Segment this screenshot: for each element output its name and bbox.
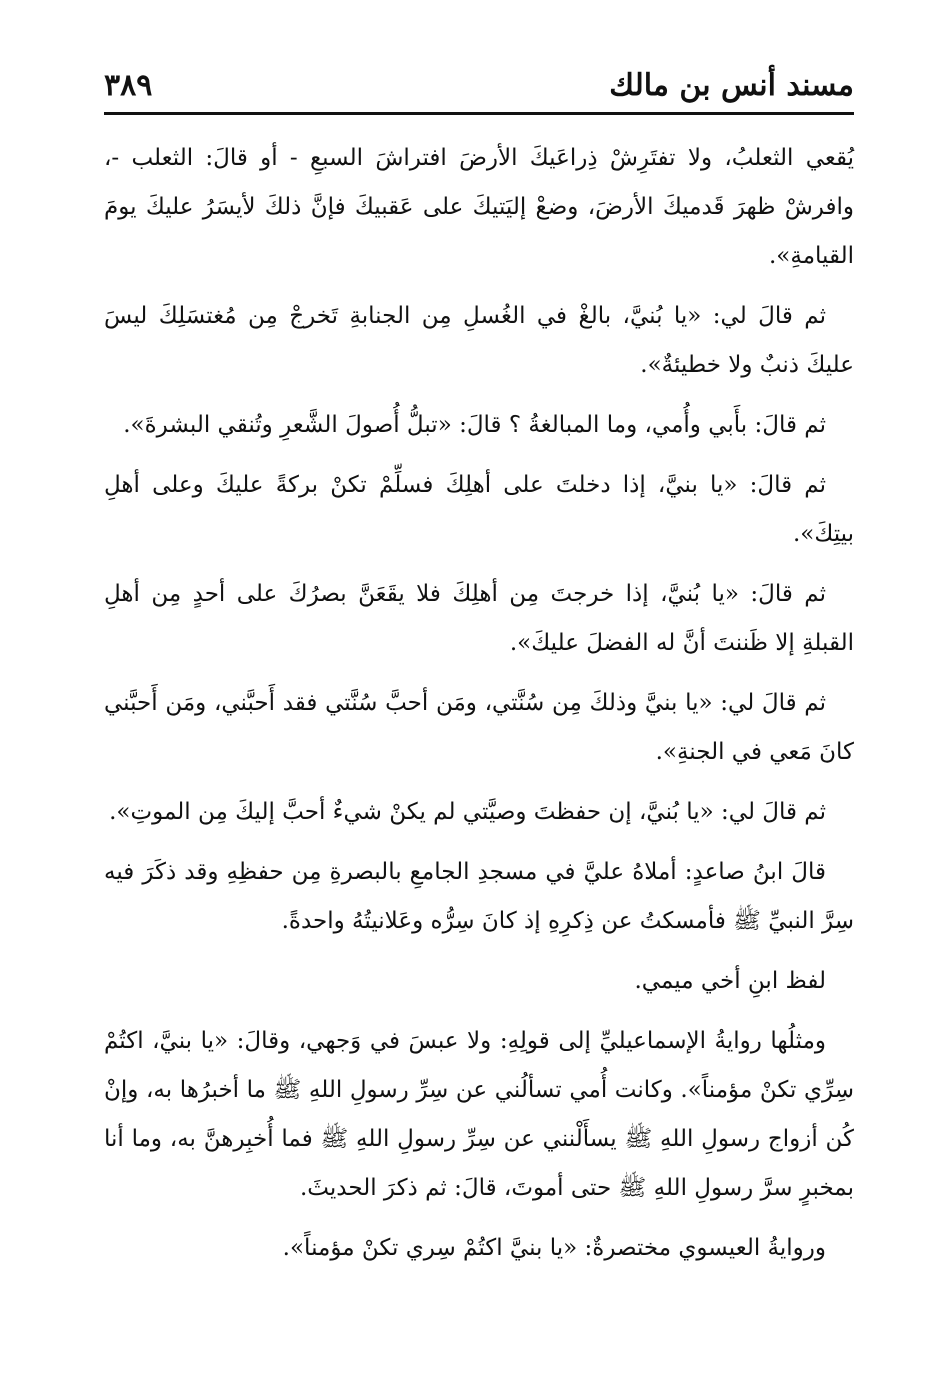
- paragraph-1: يُقعي الثعلبُ، ولا تفتَرِشْ ذِراعَيكَ الأرضَ افتراشَ السبعِ - أو قالَ: الثعلب -، وافرشْ ظهرَ قَدميكَ الأرضَ، وضعْ إليَتيكَ على عَقبيكَ فإنَّ ذلكَ لأيسَرُ عليكَ يومَ القيامةِ».: [104, 145, 854, 269]
- paragraph-9: لفظ ابنِ أخي ميمي.: [634, 968, 826, 994]
- paragraph-2: ثم قالَ لي: «يا بُنيَّ، بالغْ في الغُسلِ مِن الجنابةِ تَخرجْ مِن مُغتسَلِكَ ليسَ عليكَ ذنبٌ ولا خطيئةٌ».: [104, 303, 854, 378]
- header-rule: [104, 112, 854, 115]
- paragraph-10: ومثلُها روايةُ الإسماعيليِّ إلى قولِهِ: ولا عبسَ في وَجهي، وقالَ: «يا بنيَّ، اكتُمْ سِرِّي تكنْ مؤمناً». وكانت أُمي تسألُني عن سِرِّ رسولِ اللهِ ﷺ ما أخبرُها به، وإنْ كُن أزواج رسولِ اللهِ ﷺ يسأَلْنني عن سِرِّ رسولِ اللهِ ﷺ فما أُخبِرهنَّ به، وما أنا بمخبرٍ سرَّ رسولِ اللهِ ﷺ حتى أموتَ، قالَ: ثم ذكرَ الحديثَ.: [104, 1028, 854, 1201]
- paragraph-11: وروايةُ العيسوي مختصرةٌ: «يا بنيَّ اكتُمْ سِري تكنْ مؤمناً».: [282, 1235, 826, 1261]
- running-title: مسند أنس بن مالك: [609, 68, 854, 103]
- paragraph-6: ثم قالَ لي: «يا بنيَّ وذلكَ مِن سُنَّتي، ومَن أحبَّ سُنَّتي فقد أَحبَّني، ومَن أَحبَّني كانَ مَعي في الجنةِ».: [104, 690, 854, 765]
- page-number: ٣٨٩: [104, 68, 153, 103]
- paragraph-3: ثم قالَ: بأَبي وأُمي، وما المبالغةُ ؟ قالَ: «تبلُّ أُصولَ الشَّعرِ وتُنقي البشرةَ».: [123, 412, 826, 438]
- paragraph-8: قالَ ابنُ صاعدٍ: أملاهُ عليَّ في مسجدِ الجامعِ بالبصرةِ مِن حفظِهِ وقد ذكَرَ فيه سِرَّ النبيِّ ﷺ فأمسكتُ عن ذِكرِهِ إذ كانَ سِرُّه وعَلانيتُهُ واحدةً.: [104, 859, 854, 934]
- page-header: [104, 62, 854, 112]
- body-text: [104, 134, 854, 1284]
- paragraph-4: ثم قالَ: «يا بنيَّ، إذا دخلتَ على أهلِكَ فسلِّمْ تكنْ بركةً عليكَ وعلى أهلِ بيتِكَ».: [104, 472, 854, 547]
- paragraph-5: ثم قالَ: «يا بُنيَّ، إذا خرجتَ مِن أهلِكَ فلا يقَعَنَّ بصرُكَ على أحدٍ مِن أهلِ القبلةِ إلا ظَننتَ أنَّ له الفضلَ عليكَ».: [104, 581, 854, 656]
- paragraph-7: ثم قالَ لي: «يا بُنيَّ، إن حفظتَ وصيَّتي لم يكنْ شيءٌ أحبَّ إليكَ مِن الموتِ».: [109, 799, 826, 825]
